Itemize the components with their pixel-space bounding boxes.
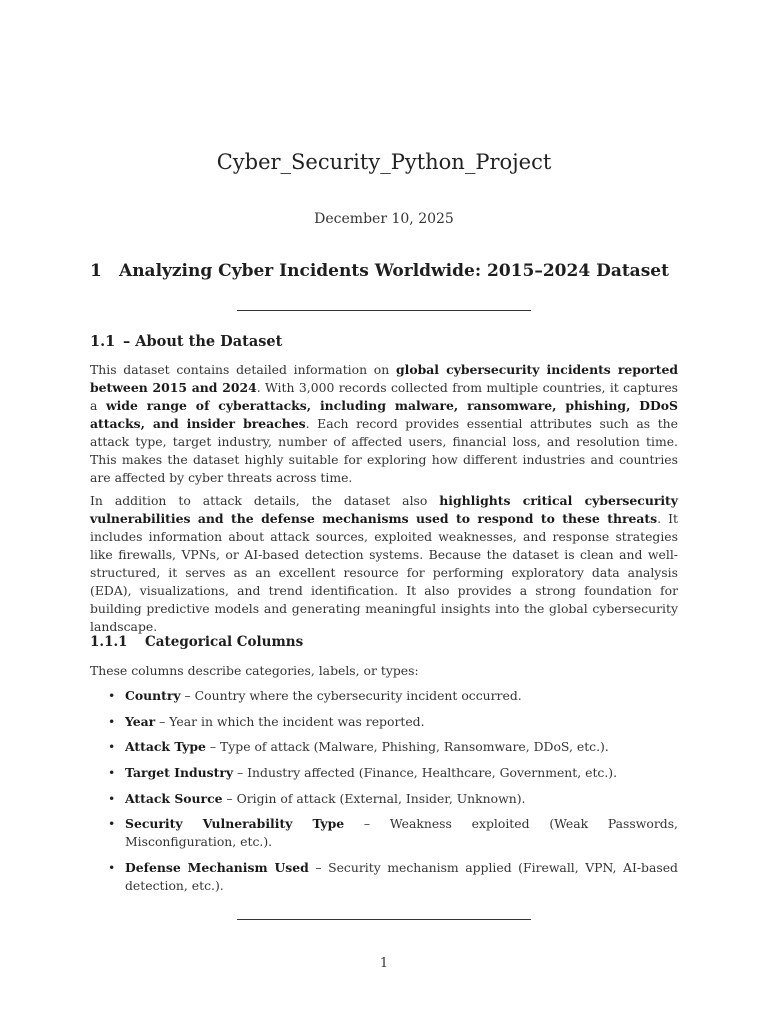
- column-description: – Industry affected (Finance, Healthcare, Government, etc.).: [233, 765, 618, 781]
- column-name: Target Industry: [125, 765, 234, 781]
- bullet-icon: •: [108, 713, 116, 729]
- subsection-number: 1.1: [90, 333, 116, 350]
- subsection-title: – About the Dataset: [123, 333, 283, 350]
- column-name: Country: [125, 688, 181, 703]
- bullet-icon: •: [108, 739, 116, 755]
- bullet-icon: •: [108, 790, 116, 806]
- columns-intro: These columns describe categories, labels, or types:: [90, 663, 419, 678]
- subsubsection-title: Categorical Columns: [145, 634, 304, 650]
- column-description: – Country where the cybersecurity incident occurred.: [180, 688, 522, 703]
- list-item: [90, 713, 678, 731]
- column-name: Security Vulnerability Type: [125, 816, 345, 832]
- column-description: – Type of attack (Malware, Phishing, Ransomware, DDoS, etc.).: [205, 739, 609, 755]
- bullet-icon: •: [108, 816, 116, 832]
- section-title: Analyzing Cyber Incidents Worldwide: 2015–2024 Dataset: [119, 261, 669, 281]
- paragraph-text: . It includes information about attack sources, exploited weaknesses, and response strategies like firewalls, VPNs, or AI-based detection systems. Because the dataset is clean and well-structured, it serves as an excellent resource for performing exploratory data analysis (EDA), visualizations, and trend identification. It also provides a strong foundation for building predictive models and generating meaningful insights into the global cybersecurity landscape.: [90, 511, 678, 634]
- column-name: Defense Mechanism Used: [125, 860, 309, 876]
- column-name: Year: [125, 713, 156, 729]
- horizontal-rule-top: [237, 310, 531, 311]
- list-item: [90, 815, 678, 851]
- column-description: – Year in which the incident was reported.: [155, 713, 425, 729]
- list-item: [90, 790, 678, 808]
- paragraph-bold-text: wide range of cyberattacks, including malware, ransomware, phishing, DDoS attacks, and insider breaches: [90, 398, 679, 431]
- subsubsection-number: 1.1.1: [90, 634, 128, 650]
- subsection-heading: [90, 333, 282, 350]
- list-item: [90, 859, 678, 895]
- paragraph-bold-text: highlights critical cybersecurity vulnerabilities and the defense mechanisms used to respond to these threats: [90, 493, 678, 526]
- list-item: [90, 738, 678, 756]
- page-number: 1: [379, 956, 389, 971]
- bullet-icon: •: [108, 765, 116, 781]
- column-description: – Origin of attack (External, Insider, Unknown).: [222, 790, 526, 806]
- section-number: 1: [90, 261, 102, 281]
- column-description: – Weakness exploited (Weak Passwords, Misconfiguration, etc.).: [125, 816, 678, 850]
- paragraph-text: . Each record provides essential attributes such as the attack type, target industry, number of affected users, financial loss, and resolution time. This makes the dataset highly suitable for exploring how different industries and countries are affected by cyber threats across time.: [90, 416, 678, 485]
- bullet-icon: •: [108, 688, 116, 703]
- column-name: Attack Source: [125, 790, 223, 806]
- column-description: – Security mechanism applied (Firewall, VPN, AI-based detection, etc.).: [125, 860, 678, 894]
- categorical-columns-list: [90, 687, 678, 903]
- list-item: [90, 764, 678, 782]
- paragraph-text: In addition to attack details, the dataset also: [90, 493, 440, 508]
- paragraph-bold-text: global cybersecurity incidents reported between 2015 and 2024: [90, 362, 679, 395]
- about-paragraph-1: [90, 361, 678, 487]
- column-name: Attack Type: [125, 739, 206, 755]
- document-title: Cyber_Security_Python_Project: [216, 150, 552, 174]
- document-date: December 10, 2025: [314, 211, 454, 227]
- bullet-icon: •: [108, 860, 116, 876]
- section-heading: [90, 261, 690, 281]
- about-paragraph-2: [90, 492, 678, 636]
- horizontal-rule-bottom: [237, 919, 531, 920]
- paragraph-text: This dataset contains detailed information on: [90, 362, 396, 377]
- subsubsection-heading: [90, 634, 303, 650]
- paragraph-text: . With 3,000 records collected from multiple countries, it captures a: [90, 380, 679, 413]
- list-item: [90, 687, 678, 705]
